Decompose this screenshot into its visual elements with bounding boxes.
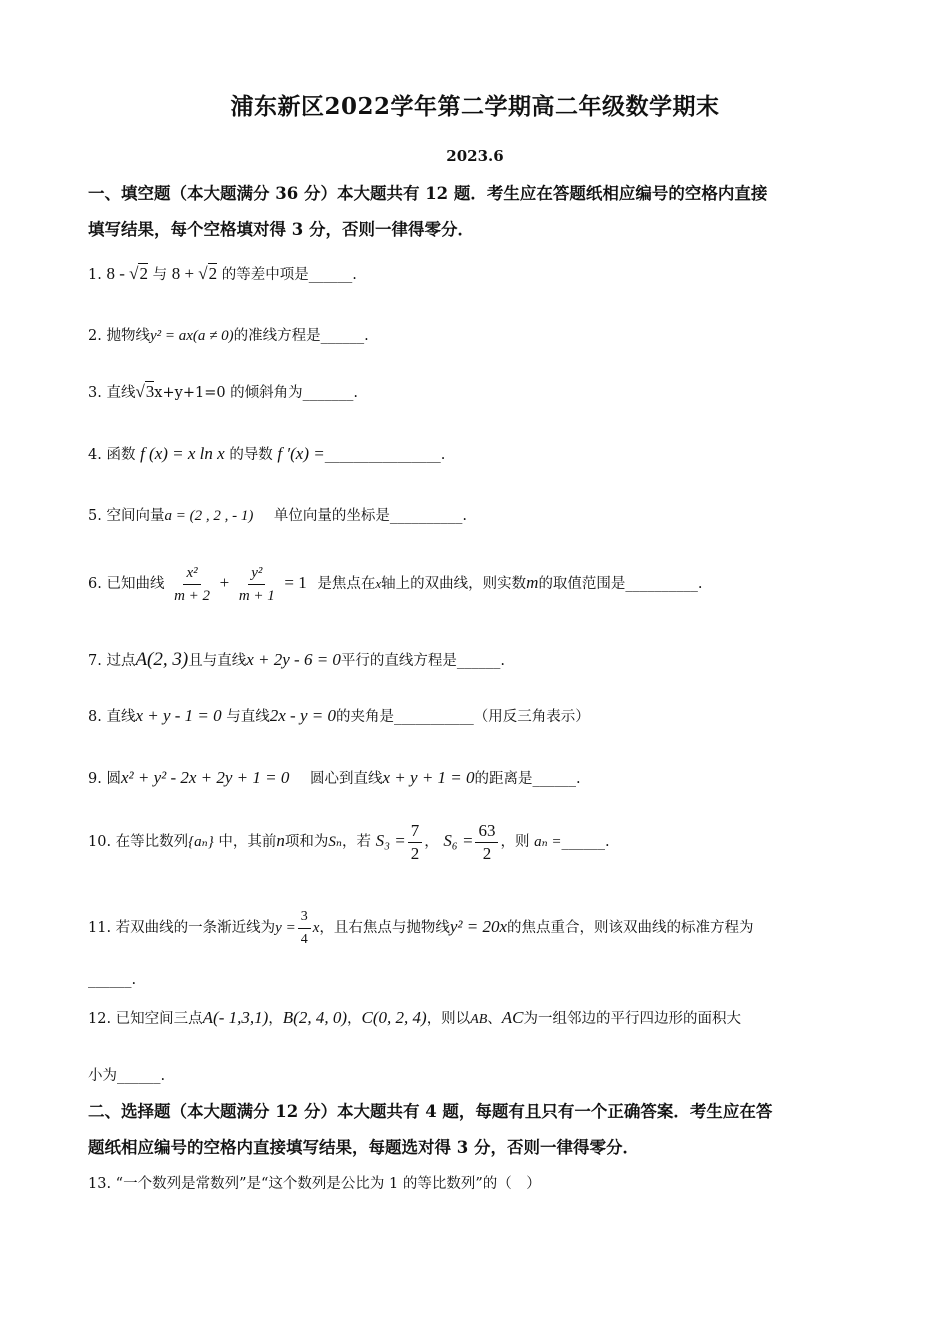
question-10: 10. 在等比数列{aₙ} 中，其前n项和为Sₙ，若 S₃ = $\frac{7}{2}$ ， S₆ = $\frac{63}{2}$ ，则 aₙ =______. [88,820,610,863]
question-8: 8. 直线x + y - 1 = 0 与直线2x - y = 0的夹角是___________（用反三角表示） [88,706,590,725]
section-1-line-1: 一、填空题（本大题满分 36 分）本大题共有 12 题．考生应在答题纸相应编号的空格内直接 [88,184,768,203]
question-3: 3. 直线√3x+y+1=0 的倾斜角为_______. [88,382,359,401]
section-2-line-2: 题纸相应编号的空格内直接填写结果，每题选对得 3 分，否则一律得零分． [88,1138,639,1157]
question-13: 13. “一个数列是常数列”是“这个数列是公比为 1 的等比数列”的（ ） [88,1176,541,1192]
section-2-line-1: 二、选择题（本大题满分 12 分）本大题共有 4 题，每题有且只有一个正确答案．考生应在答 [88,1102,773,1121]
question-2: 2. 抛物线y² = ax(a ≠ 0)的准线方程是______. [88,328,369,344]
question-11-continued: ______. [88,972,137,988]
section-2-instructions [88,1094,868,1166]
question-12: 12. 已知空间三点A(- 1,3,1)，B(2, 4, 0)，C(0, 2, 4)，则以AB、AC为一组邻边的平行四边形的面积大 [88,1008,742,1027]
section-1-instructions [88,176,868,248]
sqrt-symbol: √ [129,264,139,283]
question-5: 5. 空间向量a = (2 , 2 , - 1) 单位向量的坐标是__________. [88,508,468,524]
page-title: 浦东新区2022学年第二学期高二年级数学期末 [230,93,720,120]
question-12-continued: 小为______. [88,1068,166,1084]
question-9: 9. 圆x² + y² - 2x + 2y + 1 = 0 圆心到直线x + y + 1 = 0的距离是______. [88,768,581,787]
exam-date: 2023.6 [446,147,504,165]
question-4: 4. 函数 f (x) = x ln x 的导数 f ′(x) =________________. [88,444,446,463]
section-1-line-2: 填写结果，每个空格填对得 3 分，否则一律得零分． [88,220,474,239]
question-1: 1. 8 - √2 与 8 + √2 的等差中项是______. [88,264,357,283]
question-11: 11. 若双曲线的一条渐近线为y = $\frac{3}{4}$ x，且右焦点与抛物线y² = 20x的焦点重合，则该双曲线的标准方程为 [88,904,868,951]
question-7: 7. 过点A(2, 3)且与直线x + 2y - 6 = 0平行的直线方程是______. [88,649,506,670]
question-6: 6. 已知曲线 $\frac{\text{x²}}{m + 2}$ + $\frac{\text{y²}}{m + 1}$ = 1 是焦点在x轴上的双曲线，则实数m的取值范围是__________. [88,560,868,607]
